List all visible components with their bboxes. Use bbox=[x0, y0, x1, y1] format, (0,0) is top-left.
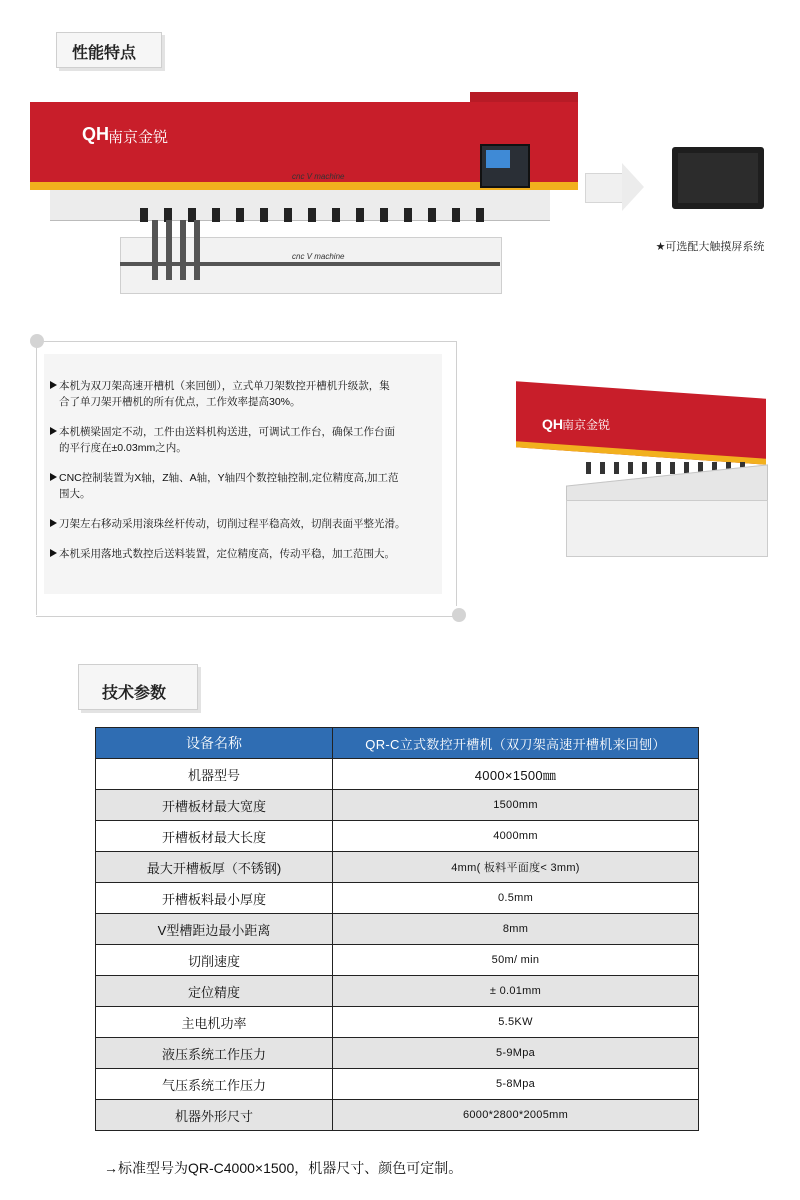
section-title-specs: 技术参数 bbox=[102, 685, 167, 702]
divider bbox=[36, 616, 456, 617]
feature-item bbox=[50, 546, 442, 562]
clamp bbox=[670, 462, 675, 474]
row-name-cell: 主电机功率 bbox=[96, 1007, 333, 1038]
table-row bbox=[96, 1100, 699, 1131]
feature-text-cont: 的平行度在±0.03mm之内。 bbox=[59, 442, 187, 454]
table-header-row bbox=[96, 728, 699, 759]
feature-text-cont: 围大。 bbox=[59, 488, 91, 500]
row-name-cell: 开槽板材最大宽度 bbox=[96, 790, 333, 821]
row-value-cell: 1500mm bbox=[333, 790, 699, 821]
clamp bbox=[452, 208, 460, 222]
arrow-right-icon bbox=[585, 173, 624, 203]
clamp bbox=[476, 208, 484, 222]
feature-text: 刀架左右移动采用滚珠丝杆传动，切削过程平稳高效，切削表面平整光滑。 bbox=[59, 518, 406, 530]
table-row bbox=[96, 914, 699, 945]
feature-item bbox=[50, 470, 442, 502]
post bbox=[194, 220, 200, 280]
bullet-triangle-icon bbox=[50, 549, 57, 557]
footer-note: →标准型号为QR-C4000×1500，机器尺寸、颜色可定制。 bbox=[104, 1160, 463, 1176]
divider bbox=[36, 341, 456, 342]
row-name-cell: 最大开槽板厚（不锈钢) bbox=[96, 852, 333, 883]
clamp bbox=[600, 462, 605, 474]
machine-illustration-side bbox=[496, 380, 776, 555]
clamp bbox=[656, 462, 661, 474]
bullet-triangle-icon bbox=[50, 473, 57, 481]
clamp bbox=[356, 208, 364, 222]
feature-text: 本机横梁固定不动，工件由送料机构送进，可调试工作台，确保工作台面 bbox=[59, 426, 395, 438]
bullet-triangle-icon bbox=[50, 519, 57, 527]
touchscreen-note: ★可选配大触摸屏系统 bbox=[655, 241, 765, 253]
row-value-cell: 5-8Mpa bbox=[333, 1069, 699, 1100]
row-value-cell: 5.5KW bbox=[333, 1007, 699, 1038]
divider bbox=[36, 343, 37, 615]
row-value-cell: ± 0.01mm bbox=[333, 976, 699, 1007]
machine-illustration-front bbox=[30, 102, 578, 292]
feature-text: CNC控制装置为X轴，Z轴、A轴，Y轴四个数控轴控制,定位精度高,加工范 bbox=[59, 472, 399, 484]
decor-dot-icon bbox=[30, 334, 44, 348]
section-title-features: 性能特点 bbox=[72, 45, 137, 62]
row-value-cell: 6000*2800*2005mm bbox=[333, 1100, 699, 1131]
clamp bbox=[332, 208, 340, 222]
clamp bbox=[380, 208, 388, 222]
table-row bbox=[96, 759, 699, 790]
post bbox=[166, 220, 172, 280]
clamp bbox=[614, 462, 619, 474]
clamp bbox=[628, 462, 633, 474]
table-row bbox=[96, 790, 699, 821]
clamp bbox=[404, 208, 412, 222]
clamp bbox=[428, 208, 436, 222]
row-name-cell: 定位精度 bbox=[96, 976, 333, 1007]
row-value-cell: 8mm bbox=[333, 914, 699, 945]
header-value-cell: QR-C立式数控开槽机（双刀架高速开槽机来回刨） bbox=[333, 728, 699, 759]
clamp bbox=[284, 208, 292, 222]
row-name-cell: 液压系统工作压力 bbox=[96, 1038, 333, 1069]
spec-table bbox=[95, 727, 699, 1131]
brand-name: 南京金锐 bbox=[108, 128, 169, 146]
machine-label-top: cnc V machine bbox=[292, 172, 345, 181]
feature-text-cont: 合了单刀架开槽机的所有优点，工作效率提高30%。 bbox=[59, 396, 301, 408]
table-row bbox=[96, 852, 699, 883]
brand-logo-mark-side: QH bbox=[542, 416, 563, 432]
row-value-cell: 4000×1500㎜ bbox=[333, 759, 699, 790]
touchscreen-display bbox=[678, 153, 758, 203]
machine-label-bottom: cnc V machine bbox=[292, 252, 345, 261]
row-value-cell: 50m/ min bbox=[333, 945, 699, 976]
table-row bbox=[96, 1007, 699, 1038]
table-row bbox=[96, 1069, 699, 1100]
row-value-cell: 4mm( 板料平面度< 3mm) bbox=[333, 852, 699, 883]
brand-logo-mark: QH bbox=[82, 124, 109, 144]
clamp bbox=[308, 208, 316, 222]
features-list bbox=[50, 378, 442, 576]
feature-text: 本机为双刀架高速开槽机（来回刨），立式单刀架数控开槽机升级款，集 bbox=[59, 380, 390, 392]
table-row bbox=[96, 883, 699, 914]
header-name-cell: 设备名称 bbox=[96, 728, 333, 759]
feature-item bbox=[50, 378, 442, 410]
control-screen bbox=[486, 150, 510, 168]
table-row bbox=[96, 976, 699, 1007]
row-value-cell: 5-9Mpa bbox=[333, 1038, 699, 1069]
row-name-cell: 机器型号 bbox=[96, 759, 333, 790]
support-posts bbox=[152, 220, 212, 280]
feature-text: 本机采用落地式数控后送料装置，定位精度高，传动平稳，加工范围大。 bbox=[59, 548, 395, 560]
post bbox=[152, 220, 158, 280]
feature-item bbox=[50, 516, 442, 532]
row-value-cell: 0.5mm bbox=[333, 883, 699, 914]
row-name-cell: 机器外形尺寸 bbox=[96, 1100, 333, 1131]
feature-item bbox=[50, 424, 442, 456]
divider bbox=[456, 341, 457, 606]
table-row bbox=[96, 1038, 699, 1069]
row-name-cell: 开槽板料最小厚度 bbox=[96, 883, 333, 914]
decor-dot-icon bbox=[452, 608, 466, 622]
row-name-cell: V型槽距边最小距离 bbox=[96, 914, 333, 945]
row-name-cell: 气压系统工作压力 bbox=[96, 1069, 333, 1100]
control-panel bbox=[480, 144, 530, 188]
touchscreen-monitor bbox=[672, 147, 764, 209]
row-value-cell: 4000mm bbox=[333, 821, 699, 852]
clamp bbox=[212, 208, 220, 222]
clamp bbox=[140, 208, 148, 222]
clamp bbox=[260, 208, 268, 222]
table-row bbox=[96, 945, 699, 976]
bullet-triangle-icon bbox=[50, 381, 57, 389]
bullet-triangle-icon bbox=[50, 427, 57, 435]
post bbox=[180, 220, 186, 280]
machine-side-base bbox=[566, 500, 768, 557]
table-row bbox=[96, 821, 699, 852]
clamp bbox=[586, 462, 591, 474]
arrow-head-icon bbox=[622, 163, 644, 211]
brand-name-side: 南京金锐 bbox=[562, 418, 611, 432]
row-name-cell: 切削速度 bbox=[96, 945, 333, 976]
clamp bbox=[642, 462, 647, 474]
row-name-cell: 开槽板材最大长度 bbox=[96, 821, 333, 852]
clamp bbox=[236, 208, 244, 222]
